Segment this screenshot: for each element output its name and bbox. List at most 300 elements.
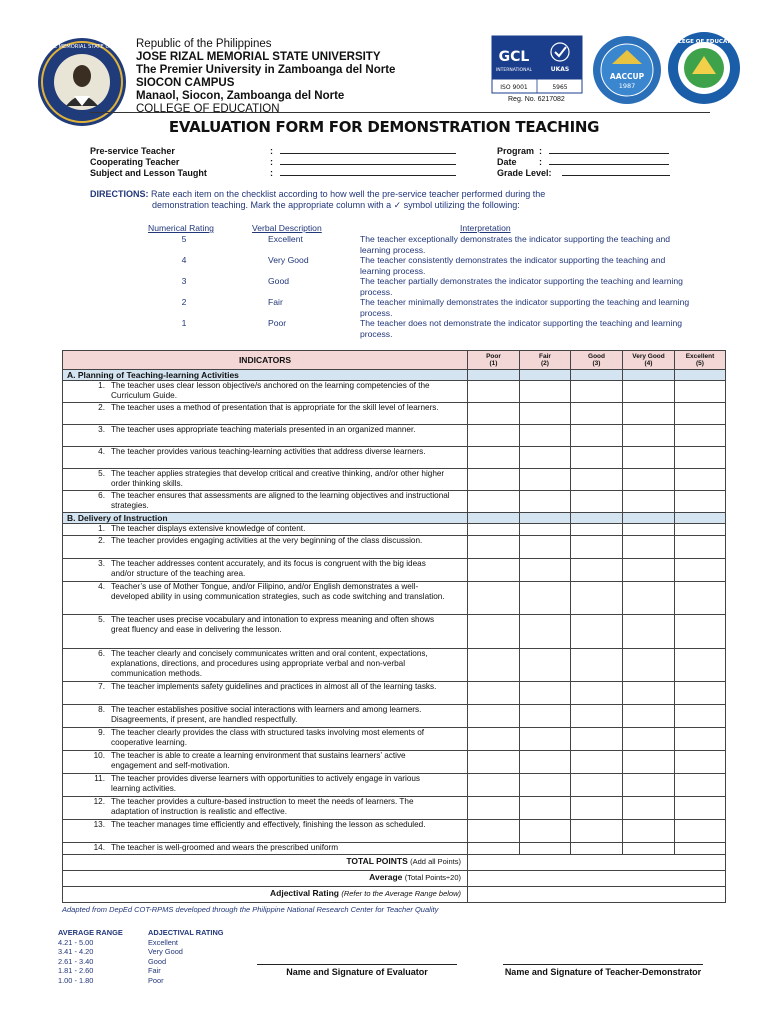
rating-cell[interactable]	[520, 381, 571, 403]
field-pre-service-teacher	[90, 146, 456, 157]
range-rating: Very Good	[148, 947, 183, 957]
rating-cell[interactable]	[520, 559, 571, 582]
rating-cell[interactable]	[468, 751, 520, 774]
legend-verbal: Good	[268, 276, 290, 286]
legend-num: 4	[181, 255, 187, 265]
rating-cell[interactable]	[623, 469, 675, 491]
rating-cell[interactable]	[675, 425, 726, 447]
rating-cell[interactable]	[623, 559, 675, 582]
indicator-cell	[63, 381, 468, 403]
rating-cell[interactable]	[468, 774, 520, 797]
rating-cell[interactable]	[520, 524, 571, 536]
rating-cell[interactable]	[571, 728, 623, 751]
rating-cell[interactable]	[675, 491, 726, 513]
university-tagline: The Premier University in Zamboanga del Norte	[136, 64, 396, 76]
seal-text: JOSE RIZAL MEMORIAL STATE UNIVERSITY	[27, 44, 137, 50]
college-name: COLLEGE OF EDUCATION	[136, 103, 280, 115]
legend-verbal: Very Good	[268, 255, 309, 265]
rating-header-label: Very Good	[632, 352, 665, 360]
legend-interp: The teacher partially demonstrates the indicator supporting the teaching and learning process.	[360, 276, 683, 297]
iso-number: 5965	[552, 84, 568, 91]
rating-cell[interactable]	[675, 447, 726, 469]
rating-cell[interactable]	[623, 751, 675, 774]
rating-cell[interactable]	[520, 403, 571, 425]
rating-header-excellent	[675, 351, 726, 370]
indicator-cell	[63, 615, 468, 649]
indicator-text: The teacher applies strategies that develop critical and creative thinking, and/or other higher order thinking skills.	[111, 469, 445, 488]
indicator-number: 2.	[98, 403, 105, 412]
field-cooperating-teacher	[90, 157, 456, 168]
legend-verbal: Excellent	[268, 234, 303, 244]
indicator-text: The teacher is well-groomed and wears the prescribed uniform	[111, 843, 339, 852]
rating-cell[interactable]	[675, 797, 726, 820]
total-points-row-value-cell[interactable]	[468, 855, 726, 871]
rating-cell[interactable]	[571, 820, 623, 843]
indicator-row	[63, 491, 726, 513]
indicator-cell	[63, 728, 468, 751]
directions	[90, 189, 690, 211]
indicator-text: The teacher clearly and concisely communicates written and oral content, expectations, explanations, directions, and procedures using appropriate verbal and non-verbal communication methods.	[111, 649, 428, 678]
rating-header-num: (1)	[489, 360, 498, 367]
indicator-text: The teacher addresses content accurately, and its focus is congruent with the big ideas and/or structure of the teaching area.	[111, 559, 426, 578]
field-sep: :	[270, 146, 273, 156]
rating-cell[interactable]	[520, 425, 571, 447]
indicator-row	[63, 381, 726, 403]
rating-cell[interactable]	[623, 536, 675, 559]
adjectival-rating-row	[63, 887, 726, 903]
indicator-cell	[63, 403, 468, 425]
legend-interp: The teacher minimally demonstrates the indicator supporting the teaching and learning process.	[360, 297, 690, 318]
field-label: Pre-service Teacher	[90, 146, 175, 156]
rating-cell[interactable]	[468, 843, 520, 855]
indicator-text: The teacher uses clear lesson objective/s anchored on the learning competencies of the Curriculum Guide.	[111, 381, 430, 400]
rating-cell[interactable]	[468, 403, 520, 425]
indicator-text: The teacher provides a culture-based instruction to meet the needs of learners. The adaptation of instruction is realistic and effective.	[111, 797, 414, 816]
rating-cell[interactable]	[571, 403, 623, 425]
directions-line-2: demonstration teaching. Mark the appropriate column with a ✓ symbol utilizing the following:	[152, 200, 520, 210]
indicator-cell	[63, 469, 468, 491]
legend-row	[90, 255, 710, 276]
indicator-number: 10.	[93, 751, 105, 760]
legend-row	[90, 318, 710, 339]
indicator-number: 4.	[98, 447, 105, 456]
section-b-row	[63, 513, 726, 524]
evaluator-signature	[247, 964, 467, 977]
field-label: Grade Level:	[497, 168, 552, 178]
evaluator-signature-label: Name and Signature of Evaluator	[286, 967, 428, 977]
indicator-number: 5.	[98, 469, 105, 478]
coe-logo-text: COLLEGE OF EDUCATION	[666, 39, 742, 45]
field-label: Cooperating Teacher	[90, 157, 180, 167]
adjectival-rating-row-label-cell	[63, 887, 468, 903]
info-fields-left	[90, 146, 456, 179]
indicator-number: 6.	[98, 649, 105, 658]
rating-cell[interactable]	[623, 820, 675, 843]
indicator-number: 13.	[93, 820, 105, 829]
gcl-sub-text: INTERNATIONAL	[495, 68, 533, 73]
campus-name: SIOCON CAMPUS	[136, 77, 235, 89]
evaluation-table	[62, 350, 726, 903]
rating-cell[interactable]	[520, 843, 571, 855]
gcl-ukas-logo-icon	[492, 36, 582, 93]
indicator-cell	[63, 425, 468, 447]
indicator-cell	[63, 524, 468, 536]
legend-row	[90, 297, 710, 318]
section-a-row	[63, 370, 726, 381]
average-row-label: Average	[369, 872, 403, 882]
section-title: A. Planning of Teaching-learning Activities	[63, 370, 468, 381]
section-cell	[571, 513, 623, 524]
rating-header-num: (4)	[644, 360, 653, 367]
rating-cell[interactable]	[571, 559, 623, 582]
rating-cell[interactable]	[468, 649, 520, 682]
indicator-number: 5.	[98, 615, 105, 624]
directions-line-1: Rate each item on the checklist according to how well the pre-service teacher performed during the	[151, 189, 546, 199]
indicator-row	[63, 447, 726, 469]
field-label: Subject and Lesson Taught	[90, 168, 207, 178]
rating-cell[interactable]	[520, 615, 571, 649]
rating-cell[interactable]	[571, 447, 623, 469]
rating-cell[interactable]	[520, 682, 571, 705]
legend-num: 2	[181, 297, 187, 307]
aaccup-logo-icon	[593, 36, 661, 104]
legend-verbal: Fair	[268, 297, 283, 307]
legend-row	[90, 276, 710, 297]
indicator-text: The teacher implements safety guidelines and practices in almost all of the learning tasks.	[111, 682, 437, 691]
rating-cell[interactable]	[468, 491, 520, 513]
rating-cell[interactable]	[520, 582, 571, 615]
rating-header-good	[571, 351, 623, 370]
program-input[interactable]	[549, 146, 669, 154]
rating-cell[interactable]	[571, 524, 623, 536]
rating-cell[interactable]	[571, 797, 623, 820]
range-rating: Excellent	[148, 937, 178, 947]
indicator-text: The teacher is able to create a learning environment that sustains learners’ active engagement and self-motivation.	[111, 751, 406, 770]
legend-num: 1	[181, 318, 187, 328]
rating-cell[interactable]	[468, 705, 520, 728]
indicator-text: The teacher establishes positive social interactions with learners and among learners. Disagreements, if present, are handled respectfully.	[111, 705, 422, 724]
legend-verbal: Poor	[268, 318, 287, 328]
subject-lesson-input[interactable]	[280, 168, 456, 176]
legend-num: 5	[181, 234, 187, 244]
rating-cell[interactable]	[675, 469, 726, 491]
registration-number: Reg. No. 6217082	[508, 96, 565, 103]
indicator-cell	[63, 536, 468, 559]
rating-cell[interactable]	[571, 774, 623, 797]
demonstrator-signature	[488, 964, 718, 977]
rating-header: ADJECTIVAL RATING	[148, 928, 224, 937]
section-cell	[623, 370, 675, 381]
rating-cell[interactable]	[623, 524, 675, 536]
grade-level-input[interactable]	[562, 168, 670, 176]
indicator-row	[63, 425, 726, 447]
indicator-text: The teacher manages time efficiently and effectively, finishing the lesson as scheduled.	[111, 820, 426, 829]
rating-cell[interactable]	[675, 820, 726, 843]
indicator-row	[63, 524, 726, 536]
rating-cell[interactable]	[468, 797, 520, 820]
indicator-cell	[63, 843, 468, 855]
rating-cell[interactable]	[571, 582, 623, 615]
range-value: 2.61 - 3.40	[58, 956, 94, 966]
range-rating: Fair	[148, 966, 161, 976]
info-fields-right	[497, 146, 670, 179]
date-input[interactable]	[549, 157, 669, 165]
rating-cell[interactable]	[571, 843, 623, 855]
field-sep: :	[270, 157, 273, 167]
range-value: 1.00 - 1.80	[58, 975, 94, 985]
field-label: Date	[497, 157, 517, 167]
range-value: 3.41 - 4.20	[58, 947, 94, 957]
indicator-text: The teacher displays extensive knowledge of content.	[111, 524, 306, 533]
rating-cell[interactable]	[675, 774, 726, 797]
section-cell	[468, 370, 520, 381]
indicator-text: Teacher’s use of Mother Tongue, and/or Filipino, and/or English demonstrates a well-developed ability in using communication strategies, such as code switching and translation.	[111, 582, 445, 601]
indicator-number: 11.	[94, 774, 105, 783]
average-row-value-cell[interactable]	[468, 871, 726, 887]
indicator-cell	[63, 751, 468, 774]
indicator-row	[63, 615, 726, 649]
rating-cell[interactable]	[675, 751, 726, 774]
indicator-row	[63, 705, 726, 728]
field-sep: :	[270, 168, 273, 178]
indicator-number: 7.	[98, 682, 105, 691]
section-cell	[675, 370, 726, 381]
rating-cell[interactable]	[675, 649, 726, 682]
rating-cell[interactable]	[675, 682, 726, 705]
rating-cell[interactable]	[623, 615, 675, 649]
rating-header-label: Poor	[486, 352, 501, 360]
rating-cell[interactable]	[623, 682, 675, 705]
section-cell	[675, 513, 726, 524]
rating-cell[interactable]	[571, 705, 623, 728]
legend-header-numerical: Numerical Rating	[148, 223, 214, 233]
rating-cell[interactable]	[520, 820, 571, 843]
rating-header-num: (5)	[696, 360, 704, 367]
rating-cell[interactable]	[520, 797, 571, 820]
indicator-cell	[63, 820, 468, 843]
rating-cell[interactable]	[520, 536, 571, 559]
field-sep: :	[539, 146, 542, 156]
table-header-row	[63, 351, 726, 370]
section-cell	[571, 370, 623, 381]
range-rating: Good	[148, 956, 167, 966]
range-value: 4.21 - 5.00	[58, 937, 94, 947]
rating-cell[interactable]	[520, 469, 571, 491]
legend-header-interpretation: Interpretation	[460, 223, 511, 233]
indicator-row	[63, 820, 726, 843]
rating-cell[interactable]	[468, 582, 520, 615]
rating-cell[interactable]	[675, 615, 726, 649]
indicator-text: The teacher provides various teaching-learning activities that address diverse learners.	[111, 447, 426, 456]
rating-cell[interactable]	[468, 469, 520, 491]
title-divider	[90, 112, 710, 113]
university-seal-icon	[27, 36, 137, 128]
rating-cell[interactable]	[623, 728, 675, 751]
indicator-cell	[63, 774, 468, 797]
university-name: JOSE RIZAL MEMORIAL STATE UNIVERSITY	[136, 51, 381, 63]
rating-header-label: Good	[588, 352, 605, 360]
range-value: 1.81 - 2.60	[58, 966, 94, 976]
rating-cell[interactable]	[675, 536, 726, 559]
rating-cell[interactable]	[675, 705, 726, 728]
rating-cell[interactable]	[468, 381, 520, 403]
indicator-row	[63, 649, 726, 682]
indicator-cell	[63, 447, 468, 469]
pre-service-teacher-input[interactable]	[280, 146, 456, 154]
adapted-note: Adapted from DepEd COT-RPMS developed through the Philippine National Research Center for Teacher Quality	[62, 905, 439, 914]
indicator-row	[63, 682, 726, 705]
rating-cell[interactable]	[468, 615, 520, 649]
adjectival-rating-row-value-cell[interactable]	[468, 887, 726, 903]
indicator-number: 9.	[98, 728, 105, 737]
range-header: AVERAGE RANGE	[58, 928, 123, 937]
rating-cell[interactable]	[571, 649, 623, 682]
rating-cell[interactable]	[468, 536, 520, 559]
rating-cell[interactable]	[468, 728, 520, 751]
demonstrator-signature-line[interactable]	[503, 964, 703, 965]
rating-cell[interactable]	[675, 403, 726, 425]
rating-cell[interactable]	[623, 797, 675, 820]
average-row-label-cell	[63, 871, 468, 887]
indicator-row	[63, 728, 726, 751]
rating-cell[interactable]	[468, 820, 520, 843]
total-points-row-label: TOTAL POINTS	[346, 856, 408, 866]
rating-cell[interactable]	[675, 559, 726, 582]
range-rating: Poor	[148, 975, 164, 985]
section-cell	[520, 370, 571, 381]
rating-cell[interactable]	[571, 381, 623, 403]
indicator-number: 2.	[98, 536, 105, 545]
adjectival-rating-row-label: Adjectival Rating	[270, 888, 339, 898]
indicator-cell	[63, 797, 468, 820]
rating-cell[interactable]	[520, 705, 571, 728]
rating-cell[interactable]	[468, 447, 520, 469]
legend-interp: The teacher consistently demonstrates the indicator supporting the teaching and learning process.	[360, 255, 666, 276]
field-grade-level	[497, 168, 670, 179]
indicator-cell	[63, 491, 468, 513]
legend-num: 3	[181, 276, 187, 286]
rating-cell[interactable]	[571, 682, 623, 705]
rating-cell[interactable]	[520, 728, 571, 751]
college-of-education-logo-icon	[666, 32, 742, 104]
rating-cell[interactable]	[571, 536, 623, 559]
rating-header-very-good	[623, 351, 675, 370]
cooperating-teacher-input[interactable]	[280, 157, 456, 165]
rating-cell[interactable]	[623, 843, 675, 855]
republic-line: Republic of the Philippines	[136, 38, 272, 50]
rating-cell[interactable]	[675, 524, 726, 536]
rating-cell[interactable]	[675, 843, 726, 855]
rating-cell[interactable]	[623, 649, 675, 682]
legend-interp: The teacher does not demonstrate the indicator supporting the teaching and learning process.	[360, 318, 683, 339]
iso-text: ISO 9001	[500, 84, 528, 91]
rating-cell[interactable]	[675, 728, 726, 751]
rating-cell[interactable]	[468, 425, 520, 447]
letterhead	[27, 34, 742, 115]
rating-cell[interactable]	[520, 649, 571, 682]
legend-header-verbal: Verbal Description	[252, 223, 322, 233]
legend-row	[90, 234, 710, 255]
rating-cell[interactable]	[675, 381, 726, 403]
demonstrator-signature-label: Name and Signature of Teacher-Demonstrator	[504, 967, 702, 977]
rating-cell[interactable]	[623, 425, 675, 447]
indicator-text: The teacher provides diverse learners with opportunities to actively engage in various learning activities.	[111, 774, 421, 793]
total-points-row-label-cell	[63, 855, 468, 871]
indicator-text: The teacher uses a method of presentation that is appropriate for the skill level of learners.	[111, 403, 439, 412]
adjectival-rating-row-note: (Refer to the Average Range below)	[341, 889, 461, 898]
rating-cell[interactable]	[520, 491, 571, 513]
indicator-text: The teacher provides engaging activities at the very beginning of the class discussion.	[111, 536, 423, 545]
indicator-text: The teacher clearly provides the class with structured tasks involving most elements of cooperative learning.	[111, 728, 425, 747]
rating-cell[interactable]	[623, 774, 675, 797]
rating-cell[interactable]	[623, 705, 675, 728]
indicator-cell	[63, 705, 468, 728]
section-cell	[623, 513, 675, 524]
rating-cell[interactable]	[571, 469, 623, 491]
indicator-cell	[63, 582, 468, 615]
rating-header-label: Excellent	[685, 352, 715, 360]
indicator-text: The teacher uses appropriate teaching materials presented in an organized manner.	[111, 425, 416, 434]
indicator-text: The teacher ensures that assessments are aligned to the learning objectives and instructional strategies.	[111, 491, 450, 510]
indicator-number: 3.	[98, 559, 105, 568]
rating-header-fair	[520, 351, 571, 370]
evaluator-signature-line[interactable]	[257, 964, 457, 965]
ukas-text: UKAS	[550, 66, 570, 73]
rating-cell[interactable]	[520, 774, 571, 797]
rating-cell[interactable]	[520, 751, 571, 774]
indicator-row	[63, 843, 726, 855]
indicator-number: 6.	[98, 491, 105, 500]
section-title: B. Delivery of Instruction	[63, 513, 468, 524]
indicator-number: 1.	[98, 524, 105, 533]
rating-cell[interactable]	[468, 682, 520, 705]
rating-cell[interactable]	[571, 751, 623, 774]
field-sep: :	[539, 157, 542, 167]
aaccup-text: AACCUP	[609, 72, 645, 81]
rating-cell[interactable]	[468, 524, 520, 536]
indicator-row	[63, 469, 726, 491]
field-program	[497, 146, 670, 157]
rating-header-num: (2)	[541, 360, 549, 367]
indicator-number: 1.	[98, 381, 105, 390]
indicator-cell	[63, 649, 468, 682]
rating-cell[interactable]	[623, 491, 675, 513]
average-row-note: (Total Points÷20)	[404, 873, 461, 882]
rating-cell[interactable]	[623, 381, 675, 403]
legend-interp: The teacher exceptionally demonstrates the indicator supporting the teaching and learning process.	[360, 234, 671, 255]
rating-cell[interactable]	[520, 447, 571, 469]
field-label: Program	[497, 146, 535, 156]
average-row	[63, 871, 726, 887]
indicator-row	[63, 582, 726, 615]
rating-cell[interactable]	[623, 447, 675, 469]
rating-cell[interactable]	[675, 582, 726, 615]
rating-cell[interactable]	[623, 403, 675, 425]
rating-cell[interactable]	[571, 425, 623, 447]
rating-cell[interactable]	[571, 615, 623, 649]
form-title: EVALUATION FORM FOR DEMONSTRATION TEACHING	[168, 118, 600, 136]
field-date	[497, 157, 670, 168]
rating-cell[interactable]	[468, 559, 520, 582]
section-cell	[468, 513, 520, 524]
campus-address: Manaol, Siocon, Zamboanga del Norte	[136, 90, 345, 102]
indicator-row	[63, 774, 726, 797]
indicator-number: 8.	[98, 705, 105, 714]
aaccup-year: 1987	[618, 82, 636, 90]
rating-cell[interactable]	[623, 582, 675, 615]
rating-cell[interactable]	[571, 491, 623, 513]
rating-header-label: Fair	[539, 352, 551, 360]
